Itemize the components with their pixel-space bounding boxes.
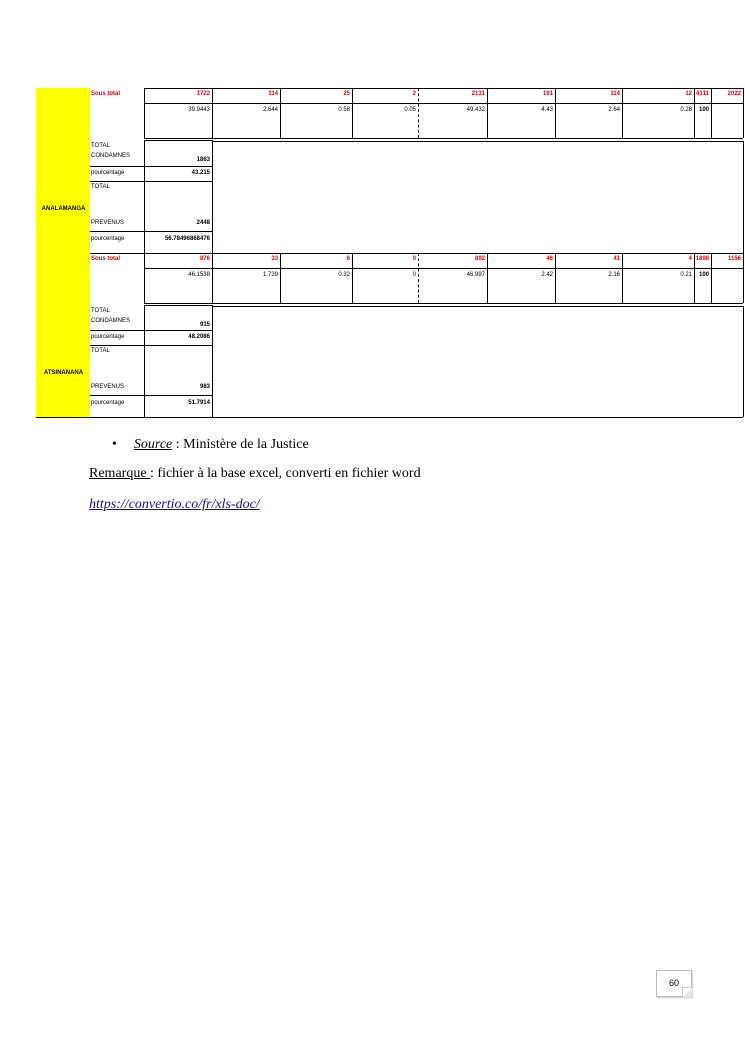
grid-line	[144, 303, 743, 304]
percent-value: 0	[412, 272, 416, 278]
grid-line	[90, 166, 212, 167]
percent-value: 0.32	[338, 272, 350, 278]
total-prevenus-value: 983	[199, 384, 210, 390]
sous-total-value: 191	[542, 91, 553, 97]
grid-line	[212, 306, 743, 307]
percent-value: 100	[698, 272, 709, 278]
sous-total-value: 33	[271, 256, 278, 262]
total-prevenus-value: 2448	[196, 220, 210, 226]
grid-line	[144, 305, 212, 306]
grid-line	[90, 231, 212, 232]
percent-label: pourcentage	[91, 236, 125, 242]
sous-total-value: 114	[610, 91, 620, 97]
percent-label: pourcentage	[91, 170, 125, 176]
total-condamnes-value: 915	[199, 322, 210, 328]
sous-total-label: Sous total	[91, 256, 121, 262]
sous-total-value: 2022	[727, 91, 741, 97]
percent-value: 100	[698, 107, 709, 113]
percent-value: 2.42	[541, 272, 553, 278]
page-number: 60	[656, 970, 692, 997]
percent-prevenus-value: 51.7914	[188, 400, 210, 406]
percent-value: 2.644	[262, 107, 278, 113]
bullet: •	[112, 437, 117, 452]
source-label: Source	[133, 437, 173, 452]
sous-total-value: 1722	[196, 91, 210, 97]
grid-line	[144, 140, 212, 141]
grid-line	[144, 138, 743, 139]
grid-line	[212, 140, 213, 253]
grid-line	[90, 330, 212, 331]
link-text[interactable]: https://convertio.co/fr/xls-doc/	[89, 497, 260, 512]
sous-total-value: 4	[688, 256, 692, 262]
grid-line	[743, 88, 744, 138]
percent-value: 0.05	[404, 107, 416, 113]
remarque-line	[89, 466, 421, 482]
grid-line	[144, 88, 743, 89]
percent-value: 49.432	[466, 107, 485, 113]
sous-total-value: 114	[268, 91, 278, 97]
total-condamnes-label: TOTAL	[91, 308, 110, 314]
grid-line	[90, 395, 212, 396]
remarque-text: : fichier à la base excel, converti en fichier word	[150, 466, 421, 481]
remarque-label: Remarque	[89, 466, 151, 481]
total-prevenus-label: PREVENUS	[91, 220, 125, 226]
grid-line	[90, 181, 212, 182]
total-condamnes-label: CONDAMNES	[91, 153, 131, 159]
percent-condamnes-value: 48.2086	[188, 334, 210, 340]
grid-line	[90, 345, 212, 346]
percent-prevenus-value: 56.78496868476	[164, 236, 210, 242]
percent-condamnes-value: 43.215	[191, 170, 210, 176]
region-name: ANALAMANGA	[41, 206, 86, 212]
grid-line	[743, 141, 744, 253]
sous-total-value: 876	[199, 256, 210, 262]
percent-value: 46.1538	[188, 272, 210, 278]
grid-line	[36, 417, 90, 418]
source-text: : Ministère de la Justice	[172, 437, 309, 452]
region-band	[36, 88, 90, 417]
source-line	[112, 437, 309, 453]
total-condamnes-label: CONDAMNES	[91, 318, 131, 324]
percent-label: pourcentage	[91, 334, 125, 340]
sous-total-value: 25	[343, 91, 350, 97]
percent-value: 46.997	[466, 272, 485, 278]
sous-total-label: Sous total	[91, 91, 121, 97]
total-prevenus-label: TOTAL	[91, 184, 110, 190]
grid-line	[743, 253, 744, 303]
total-prevenus-label: TOTAL	[91, 348, 110, 354]
grid-line	[212, 305, 213, 417]
sous-total-value: 41	[613, 256, 620, 262]
percent-value: 1.739	[262, 272, 278, 278]
percent-label: pourcentage	[91, 400, 125, 406]
grid-line	[144, 103, 743, 104]
grid-line	[90, 417, 743, 418]
percent-value: 4.43	[541, 107, 553, 113]
sous-total-value: 2	[412, 91, 416, 97]
sous-total-value: 0	[412, 256, 416, 262]
grid-line	[144, 253, 743, 254]
sous-total-value: 6	[346, 256, 350, 262]
percent-value: 0.28	[680, 107, 692, 113]
total-condamnes-value: 1863	[196, 157, 210, 163]
percent-value: 2.16	[608, 272, 620, 278]
sous-total-value: 1898	[695, 256, 709, 262]
grid-line	[144, 268, 743, 269]
region-name: ATSINANANA	[43, 370, 84, 376]
grid-line	[743, 306, 744, 417]
percent-value: 2.64	[608, 107, 620, 113]
total-prevenus-label: PREVENUS	[91, 384, 125, 390]
percent-value: 0.21	[680, 272, 692, 278]
grid-line	[212, 141, 743, 142]
total-condamnes-label: TOTAL	[91, 143, 110, 149]
percent-value: 39.9443	[188, 107, 210, 113]
sous-total-value: 892	[474, 256, 485, 262]
percent-value: 0.58	[338, 107, 350, 113]
source-link[interactable]	[89, 497, 260, 513]
sous-total-value: 4311	[695, 91, 709, 97]
sous-total-value: 2131	[471, 91, 485, 97]
sous-total-value: 46	[546, 256, 553, 262]
sous-total-value: 12	[685, 91, 692, 97]
sous-total-value: 1156	[727, 256, 741, 262]
